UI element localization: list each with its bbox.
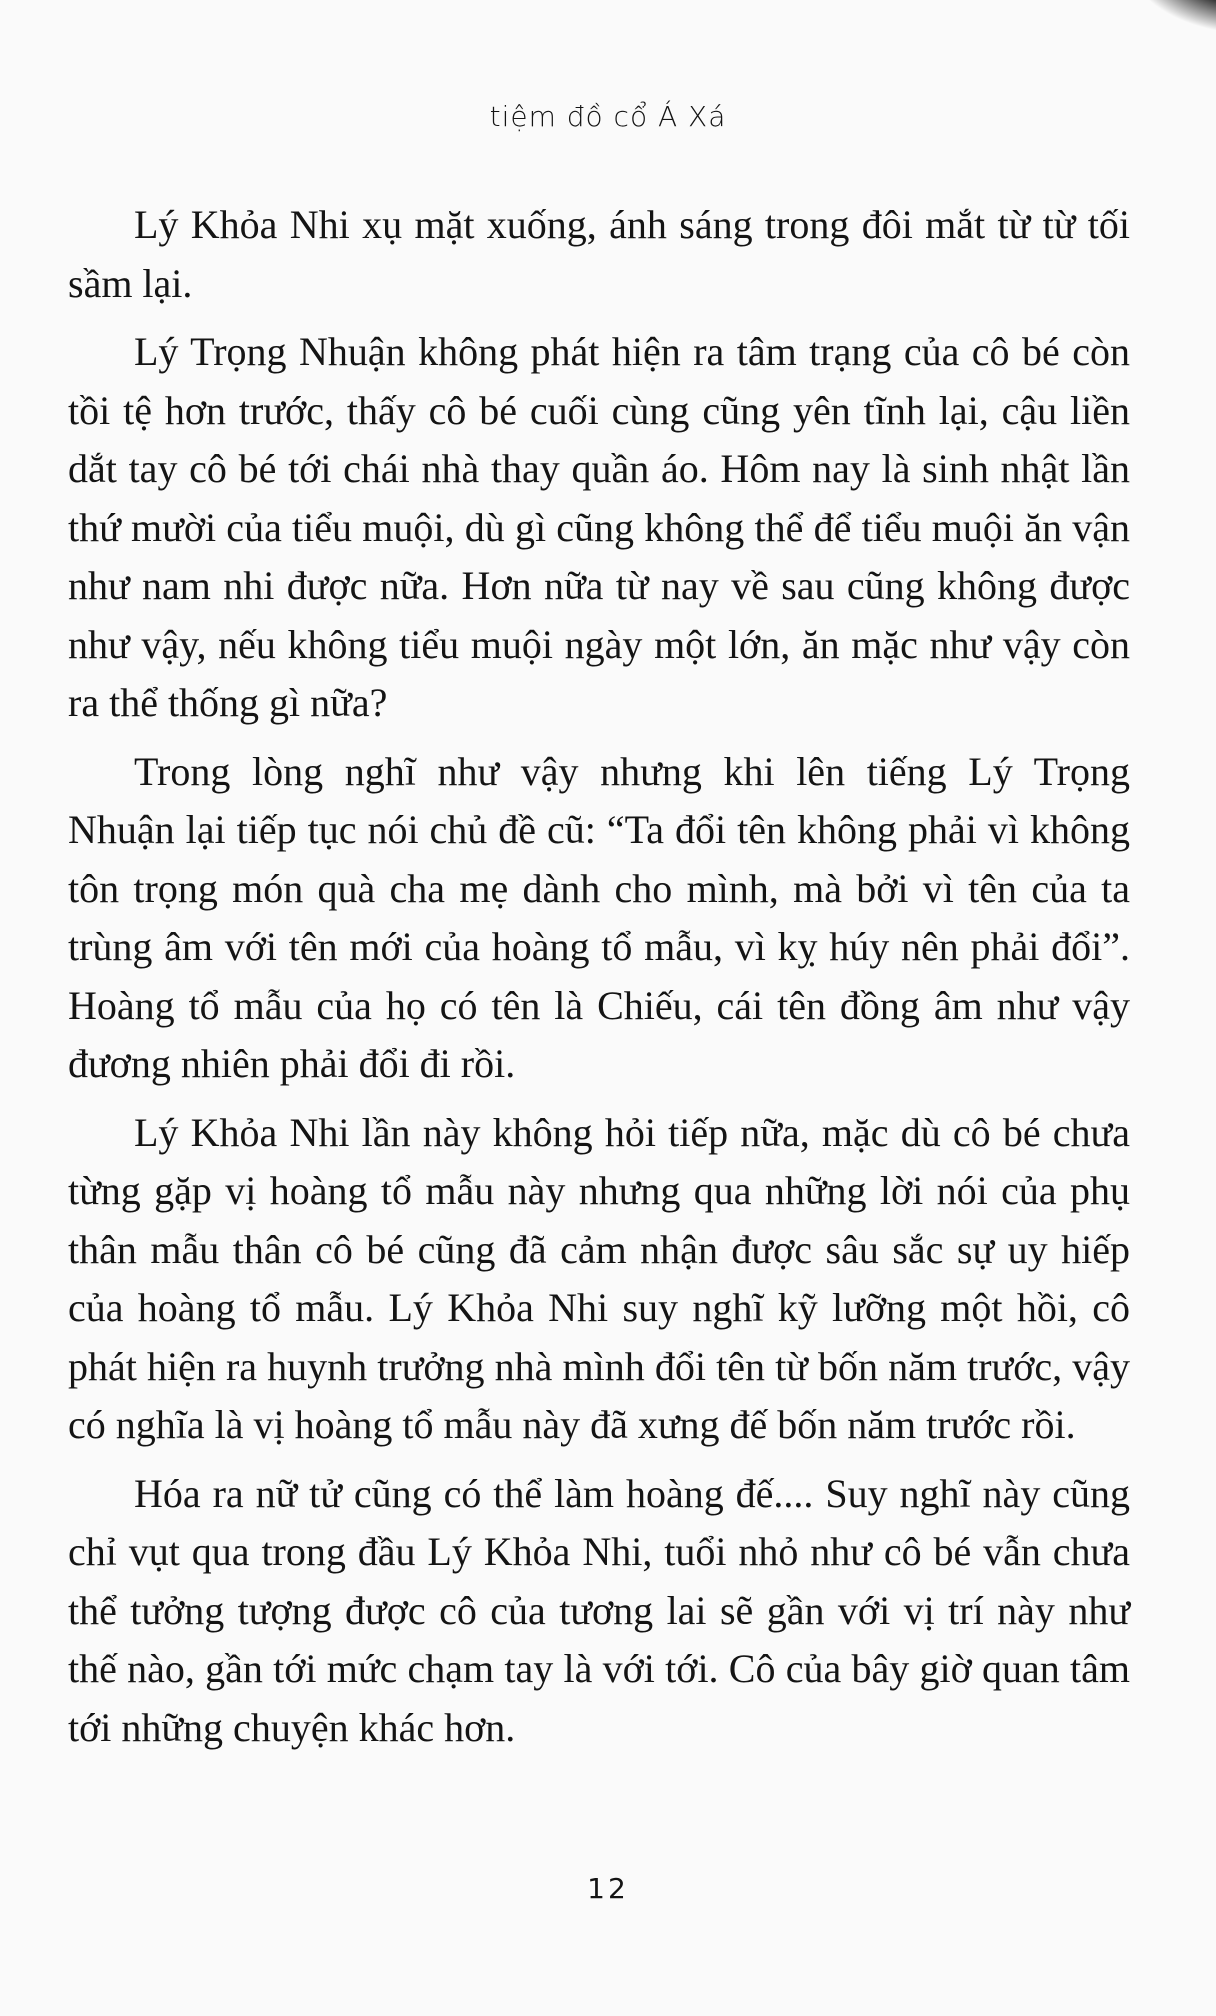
paragraph-2: Lý Trọng Nhuận không phát hiện ra tâm trạng của cô bé còn tồi tệ hơn trước, thấy cô bé cuối cùng cũng yên tĩnh lại, cậu liền dắt tay cô bé tới chái nhà thay quần áo. Hôm nay là sinh nhật lần thứ mười của tiểu muội, dù gì cũng không thể để tiểu muội ăn vận như nam nhi được nữa. Hơn nữa từ nay về sau cũng không được như vậy, nếu không tiểu muội ngày một lớn, ăn mặc như vậy còn ra thể thống gì nữa? [68, 329, 1130, 725]
paragraph-4: Lý Khỏa Nhi lần này không hỏi tiếp nữa, mặc dù cô bé chưa từng gặp vị hoàng tổ mẫu này nhưng qua những lời nói của phụ thân mẫu thân cô bé cũng đã cảm nhận được sâu sắc sự uy hiếp của hoàng tổ mẫu. Lý Khỏa Nhi suy nghĩ kỹ lưỡng một hồi, cô phát hiện ra huynh trưởng nhà mình đổi tên từ bốn năm trước, vậy có nghĩa là vị hoàng tổ mẫu này đã xưng đế bốn năm trước rồi. [68, 1109, 1130, 1447]
paragraph-5: Hóa ra nữ tử cũng có thể làm hoàng đế.... Suy nghĩ này cũng chỉ vụt qua trong đầu Lý Khỏa Nhi, tuổi nhỏ như cô bé vẫn chưa thể tưởng tượng được cô của tương lai sẽ gần với vị trí này như thế nào, gần tới mức chạm tay là với tới. Cô của bây giờ quan tâm tới những chuyện khác hơn. [68, 1470, 1130, 1750]
paragraph-1: Lý Khỏa Nhi xụ mặt xuống, ánh sáng trong đôi mắt từ từ tối sầm lại. [68, 202, 1130, 306]
running-header: tiệm đồ cổ Á Xá [489, 100, 727, 133]
page-number: 12 [587, 1872, 629, 1905]
page-corner-shadow [1136, 0, 1216, 30]
body-text [68, 196, 1130, 1767]
paragraph-3: Trong lòng nghĩ như vậy nhưng khi lên tiếng Lý Trọng Nhuận lại tiếp tục nói chủ đề cũ: “Ta đổi tên không phải vì không tôn trọng món quà cha mẹ dành cho mình, mà bởi vì tên của ta trùng âm với tên mới của hoàng tổ mẫu, vì kỵ húy nên phải đổi”. Hoàng tổ mẫu của họ có tên là Chiếu, cái tên đồng âm như vậy đương nhiên phải đổi đi rồi. [68, 748, 1130, 1086]
